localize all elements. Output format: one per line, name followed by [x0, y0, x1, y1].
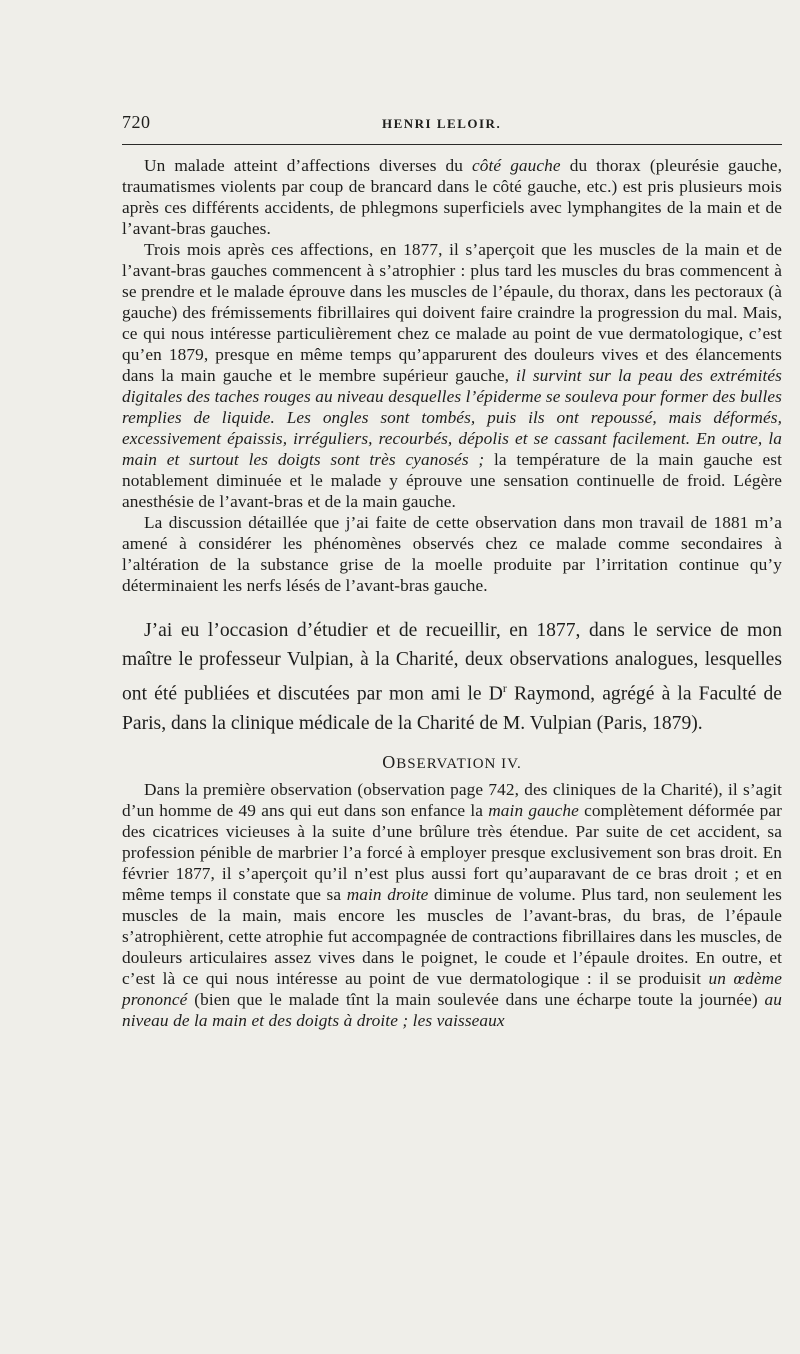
italic-run: il survint sur la peau des extrémités digitales des taches rouges au niveau desquelles l’épiderme se souleva pour former des bulles remplies de liquide. Les ongles sont tombés, puis ils ont repoussé, mais déformés, excessivement épaissis, irréguliers, recourbés, dépolis et se cassant facilement. En outre, la main et surtout les doigts sont très cyanosés ;	[122, 366, 782, 469]
text-run: Trois mois après ces affections, en 1877, il s’aperçoit que les muscles de la main et de l’avant-bras gauches commencent à s’atrophier : plus tard les muscles du bras commencent à se prendre et le malade éprouve dans les muscles de l’épaule, du thorax, dans les pectoraux (à gauche) des frémissements fibrillaires qui doivent faire craindre la progression du mal. Mais, ce qui nous intéresse particulièrement chez ce malade au point de vue dermatologique, c’est qu’en 1879, presque en même temps qu’apparurent des douleurs vives et des élancements dans la main gauche et le membre supérieur gauche,	[122, 240, 782, 385]
paragraph-3	[122, 512, 782, 596]
observation-heading	[122, 752, 782, 773]
italic-run: main droite	[346, 884, 429, 904]
text-run: J’ai eu l’occasion d’étudier et de recueillir, en 1877, dans le service de mon maître le professeur Vulpian, à la Charité, deux observations analogues, lesquelles ont été publiées et discutées par mon ami le D	[122, 620, 782, 705]
paragraph-5	[122, 779, 782, 1031]
paragraph-1	[122, 155, 782, 239]
text-run: la température de la main gauche est notablement diminuée et le malade y éprouve une sensation continuelle de froid. Légère anesthésie de l’avant-bras et de la main gauche.	[122, 450, 782, 511]
heading-rest: BSERVATION IV.	[396, 755, 522, 772]
paragraph-4	[122, 616, 782, 738]
italic-run: au niveau de la main et des doigts à droite ; les vaisseaux	[122, 989, 782, 1030]
text-run: Un malade atteint d’affections diverses du	[144, 156, 473, 175]
paragraph-2	[122, 239, 782, 512]
heading-capital: O	[382, 751, 397, 772]
italic-run: main gauche	[488, 800, 579, 820]
running-head: HENRI LELOIR.	[382, 116, 502, 131]
italic-run: un œdème prononcé	[122, 968, 782, 1009]
text-run: diminue de volume. Plus tard, non seulement les muscles de la main, mais encore les muscles de l’avant-bras, du bras, de l’épaule s’atrophièrent, cette atrophie fut accompagnée de contractions fibrillaires dans les muscles, de douleurs articulaires assez vives dans le poignet, le coude et l’épaule droites. En outre, et c’est là ce qui nous intéresse au point de vue dermatologique : il se produisit	[122, 884, 782, 988]
text-run: La discussion détaillée que j’ai faite de cette observation dans mon travail de 1881 m’a amené à considérer les phénomènes observés chez ce malade comme secondaires à l’altération de la substance grise de la moelle produite par l’irritation continue qu’y déterminaient les nerfs lésés de l’avant-bras gauche.	[122, 513, 782, 595]
header-rule	[122, 144, 782, 145]
text-run: complètement déformée par des cicatrices vicieuses à la suite d’une brûlure très étendue. Par suite de cet accident, sa profession pénible de marbrier l’a forcé à employer presque exclusivement son bras droit. En février 1877, il s’aperçoit qu’il n’est plus aussi fort qu’auparavant de ce bras droit ; et en même temps il constate que sa	[122, 800, 782, 904]
text-run: Raymond, agrégé à la Faculté de Paris, dans la clinique médicale de la Charité de M. Vulpian (Paris, 1879).	[122, 683, 782, 734]
superscript: r	[502, 682, 507, 695]
text-run: du thorax (pleurésie gauche, traumatismes violents par coup de brancard dans le côté gauche, etc.) est pris plusieurs mois après ces différents accidents, de phlegmons superficiels avec lymphangites de la main et de l’avant-bras gauches.	[122, 156, 783, 238]
italic-run: côté gauche	[472, 156, 561, 175]
page-header	[122, 112, 782, 134]
body-text	[122, 155, 782, 1031]
text-run: Dans la première observation (observation page 742, des cliniques de la Charité), il s’agit d’un homme de 49 ans qui eut dans son enfance la	[122, 779, 782, 820]
page-number: 720	[122, 112, 151, 132]
text-run: (bien que le malade tînt la main soulevée dans une écharpe toute la journée)	[187, 989, 765, 1009]
